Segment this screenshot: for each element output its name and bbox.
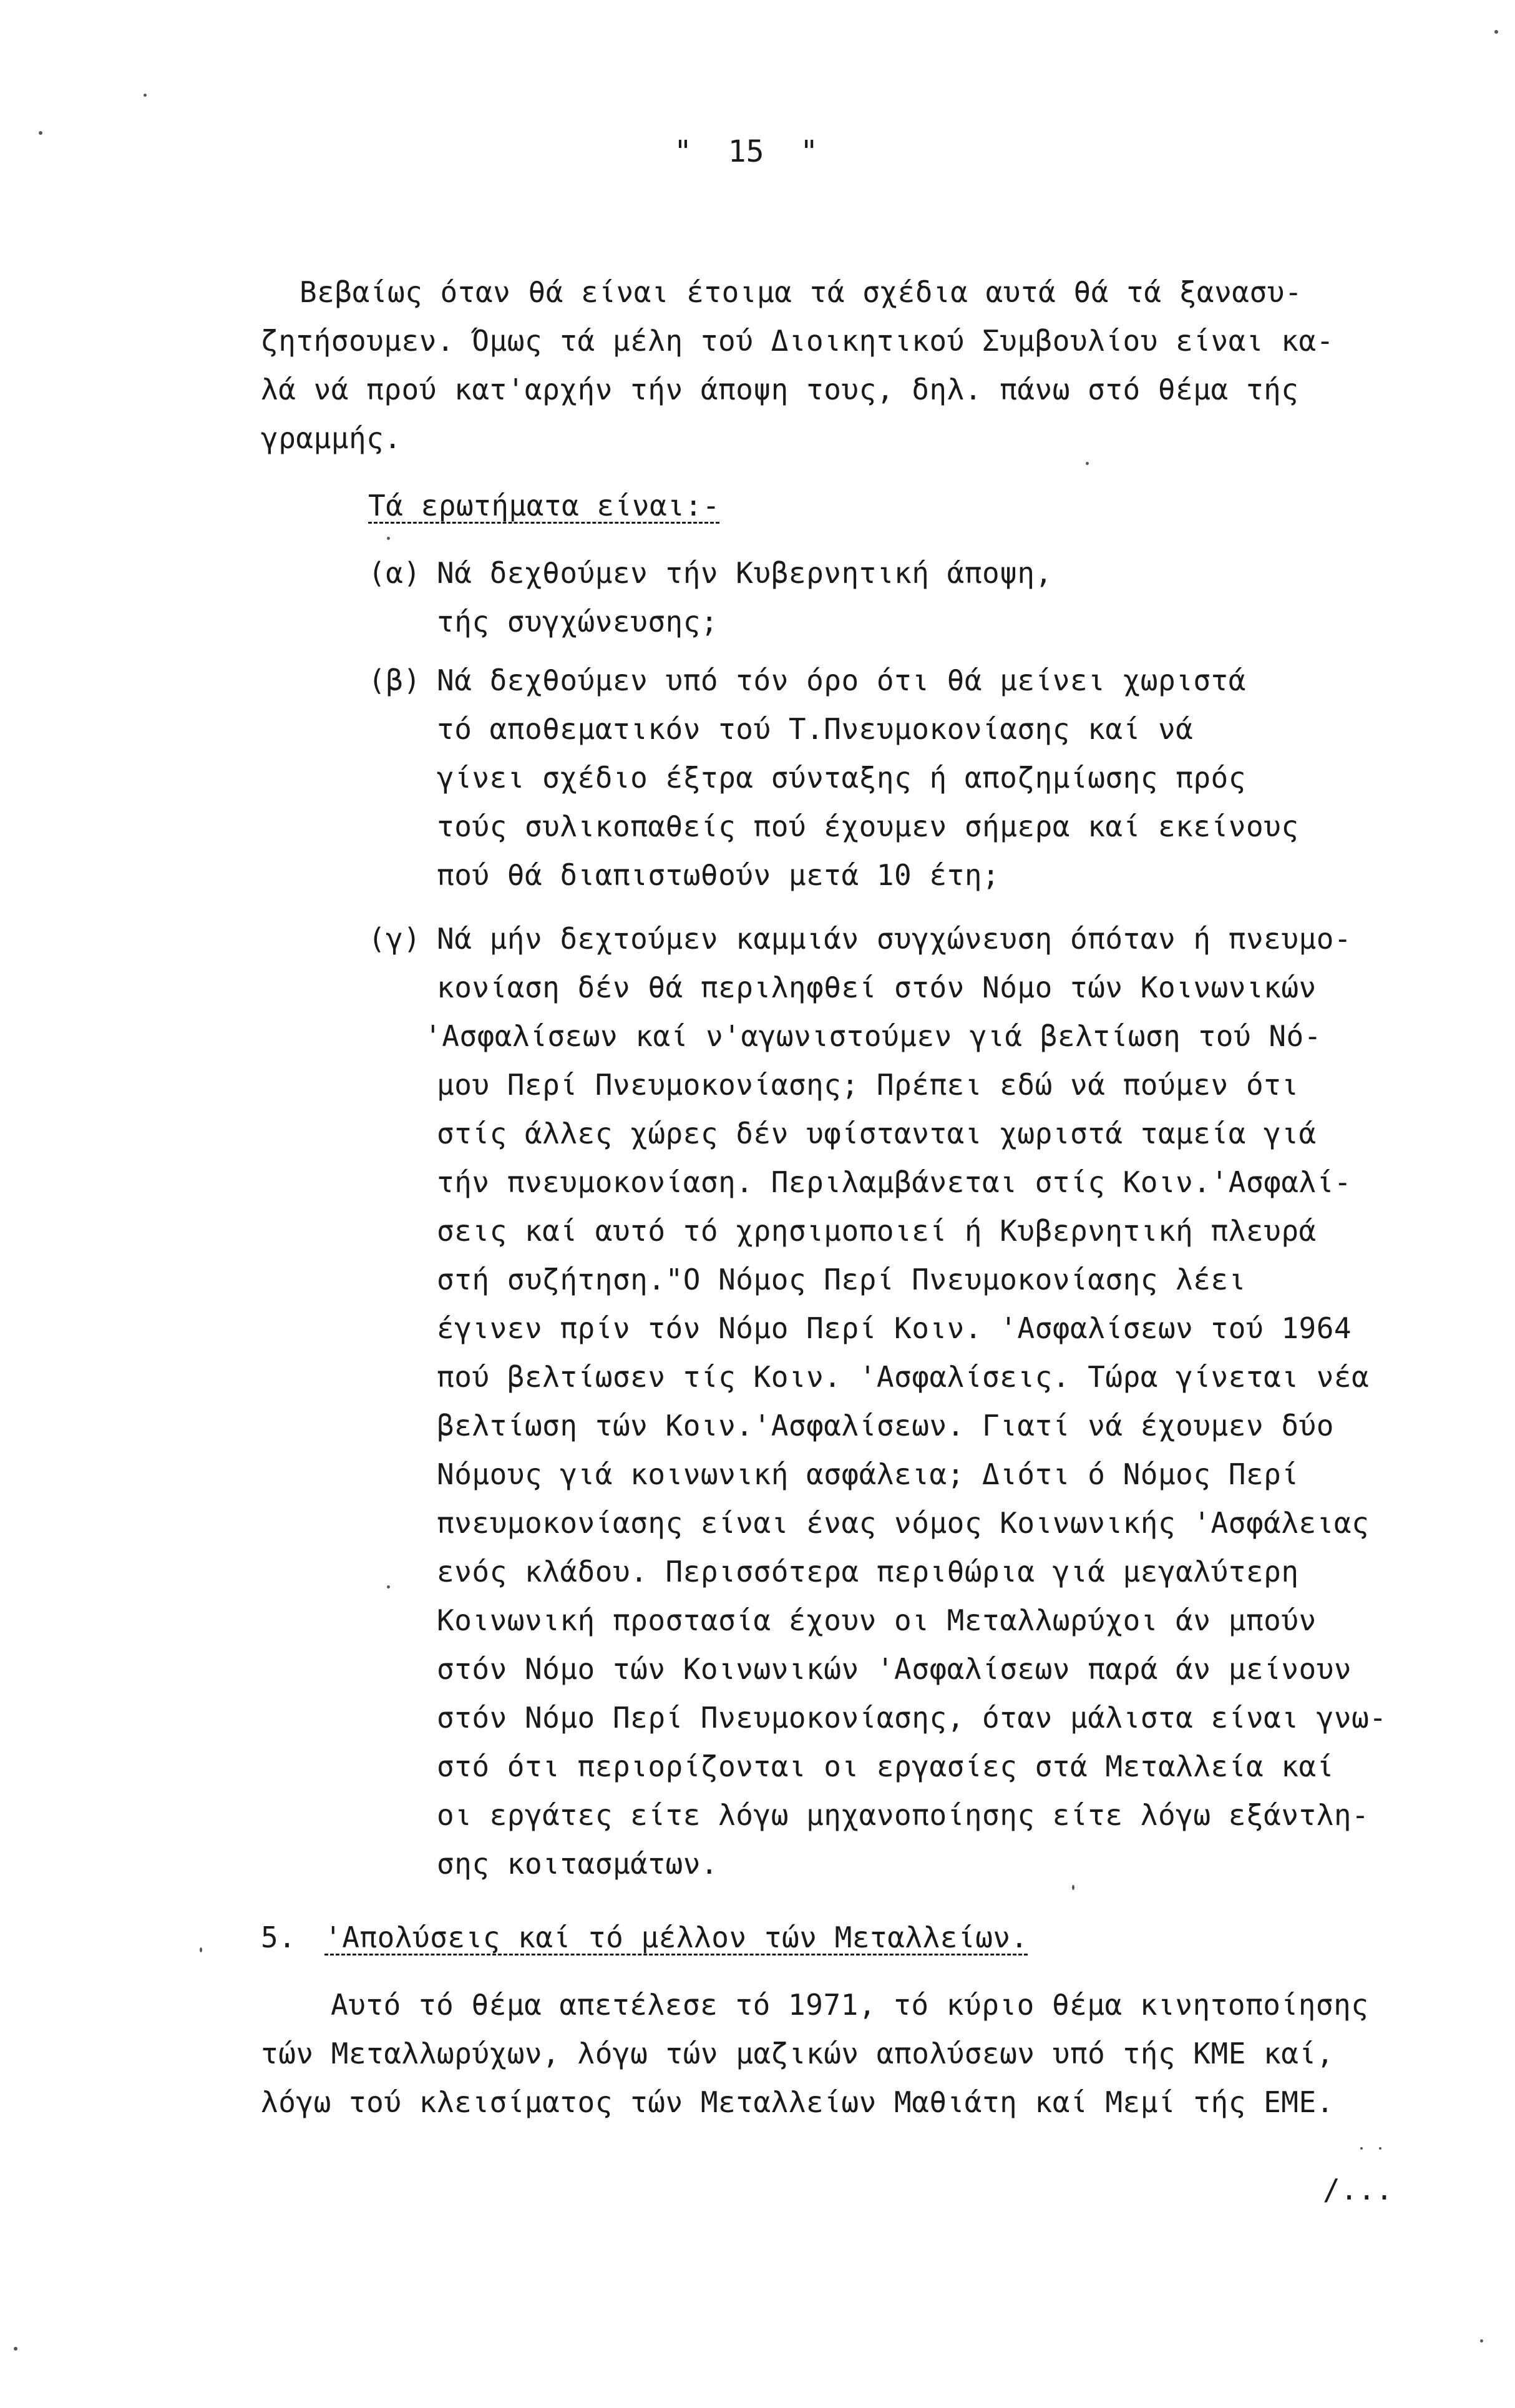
scan-speck (1086, 462, 1089, 465)
intro-line: γραμμής. (261, 421, 402, 455)
question-c-line: Νόμους γιά κοινωνική ασφάλεια; Διότι ό Νόμος Περί (437, 1457, 1299, 1491)
question-c-line: ενός κλάδου. Περισσότερα περιθώρια γιά μεγαλύτερη (437, 1555, 1299, 1588)
question-c-line: βελτίωση τών Κοιν.'Ασφαλίσεων. Γιατί νά έχουμεν δύο (437, 1409, 1334, 1442)
question-b-line: πού θά διαπιστωθούν μετά 10 έτη; (437, 858, 1000, 892)
intro-line: λά νά πρού κατ'αρχήν τήν άποψη τους, δηλ. πάνω στό θέμα τής (261, 373, 1299, 406)
scan-speck (144, 94, 147, 97)
scan-speck (1072, 1885, 1074, 1890)
questions-heading: Τά ερωτήματα είναι:- (368, 489, 720, 522)
question-b-line: τούς συλικοπαθείς πού έχουμεν σήμερα καί εκείνους (437, 810, 1299, 843)
question-c-line: μου Περί Πνευμοκονίασης; Πρέπει εδώ νά πούμεν ότι (437, 1068, 1299, 1102)
section-5-number: 5. (261, 1921, 296, 1954)
scan-speck (1379, 2147, 1381, 2150)
question-c-line: στόν Νόμο τών Κοινωνικών 'Ασφαλίσεων παρά άν μείνουν (437, 1652, 1352, 1686)
question-a-line: Νά δεχθούμεν τήν Κυβερνητική άποψη, (437, 556, 1053, 590)
page-number: " 15 " (674, 134, 819, 169)
question-c-line: κονίαση δέν θά περιληφθεί στόν Νόμο τών Κοινωνικών (437, 971, 1317, 1004)
question-c-line: έγινεν πρίν τόν Νόμο Περί Κοιν. 'Ασφαλίσεων τού 1964 (437, 1311, 1352, 1345)
question-b-line: τό αποθεματικόν τού Τ.Πνευμοκονίασης καί νά (437, 712, 1194, 746)
question-c-line: στόν Νόμο Περί Πνευμοκονίασης, όταν μάλιστα είναι γνω- (437, 1701, 1387, 1735)
scan-speck (1480, 2339, 1483, 2342)
scan-speck (1494, 30, 1498, 34)
question-c-line: τήν πνευμοκονίαση. Περιλαμβάνεται στίς Κοιν.'Ασφαλί- (437, 1165, 1352, 1199)
question-c-line: σης κοιτασμάτων. (437, 1847, 719, 1881)
intro-line: Βεβαίως όταν θά είναι έτοιμα τά σχέδια αυτά θά τά ξανασυ- (300, 275, 1303, 309)
question-c-line: οι εργάτες είτε λόγω μηχανοποίησης είτε λόγω εξάντλη- (437, 1798, 1370, 1832)
scan-speck (200, 1947, 202, 1952)
question-c-line: πού βελτίωσεν τίς Κοιν. 'Ασφαλίσεις. Τώρα γίνεται νέα (437, 1360, 1370, 1394)
question-c-line: στή συζήτηση."Ο Νόμος Περί Πνευμοκονίασης λέει (437, 1263, 1246, 1296)
question-c-line: 'Ασφαλίσεων καί ν'αγωνιστούμεν γιά βελτίωση τού Νό- (424, 1019, 1322, 1053)
closing-line: λόγω τού κλεισίματος τών Μεταλλείων Μαθιάτη καί Μεμί τής ΕΜΕ. (261, 2085, 1334, 2119)
scan-speck (387, 537, 390, 540)
section-5-title: 'Απολύσεις καί τό μέλλον τών Μεταλλείων. (324, 1921, 1028, 1954)
continuation-mark: /... (1323, 2173, 1393, 2206)
question-a-marker: (α) (368, 556, 421, 590)
closing-line: τών Μεταλλωρύχων, λόγω τών μαζικών απολύσεων υπό τής ΚΜΕ καί, (261, 2037, 1334, 2070)
closing-line: Αυτό τό θέμα απετέλεσε τό 1971, τό κύριο θέμα κινητοποίησης (331, 1988, 1369, 2022)
question-b-line: γίνει σχέδιο έξτρα σύνταξης ή αποζημίωσης πρός (437, 761, 1246, 795)
question-c-line: Κοινωνική προστασία έχουν οι Μεταλλωρύχοι άν μπούν (437, 1603, 1317, 1637)
question-c-line: Νά μήν δεχτούμεν καμμιάν συγχώνευση όπόταν ή πνευμο- (437, 922, 1352, 956)
question-c-marker: (γ) (368, 922, 421, 956)
scan-speck (39, 131, 42, 135)
question-c-line: πνευμοκονίασης είναι ένας νόμος Κοινωνικής 'Ασφάλειας (437, 1506, 1370, 1540)
question-c-line: σεις καί αυτό τό χρησιμοποιεί ή Κυβερνητική πλευρά (437, 1214, 1317, 1248)
scan-speck (14, 2347, 17, 2351)
question-a-line: τής συγχώνευσης; (437, 605, 719, 639)
question-c-line: στίς άλλες χώρες δέν υφίστανται χωριστά ταμεία γιά (437, 1117, 1317, 1150)
intro-line: ζητήσουμεν. Όμως τά μέλη τού Διοικητικού Συμβουλίου είναι κα- (261, 324, 1334, 358)
scan-speck (1360, 2147, 1363, 2150)
question-c-line: στό ότι περιορίζονται οι εργασίες στά Μεταλλεία καί (437, 1750, 1334, 1783)
question-b-line: Νά δεχθούμεν υπό τόν όρο ότι θά μείνει χωριστά (437, 663, 1246, 697)
question-b-marker: (β) (368, 663, 421, 697)
scan-speck (387, 1585, 390, 1588)
